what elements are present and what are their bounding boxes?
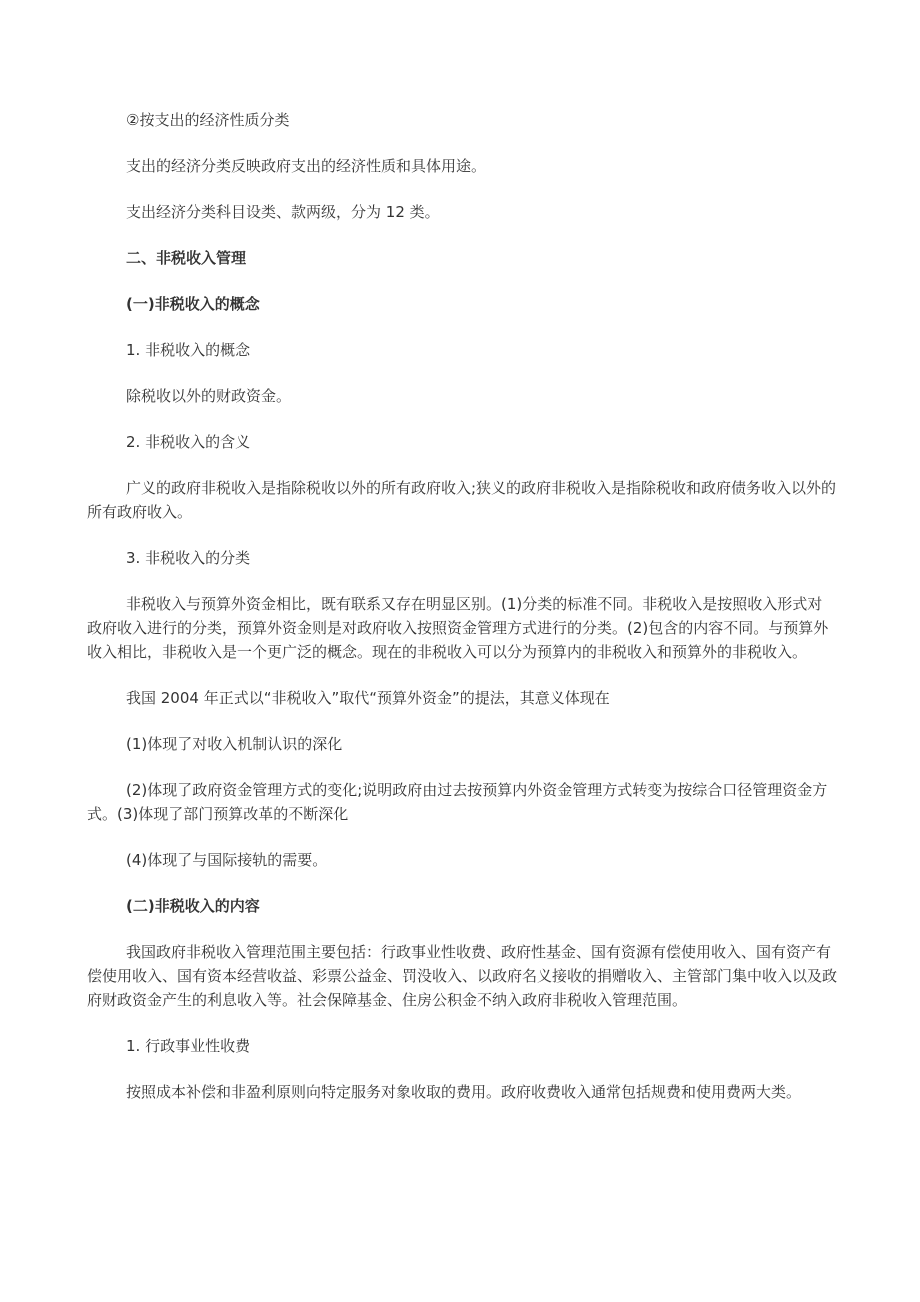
- paragraph-meaning: 广义的政府非税收入是指除税收以外的所有政府收入;狭义的政府非税收入是指除税收和政府债务收入以外的所有政府收入。: [87, 479, 837, 521]
- paragraph-expenditure-economic-classification: ②按支出的经济性质分类: [126, 111, 290, 129]
- item-heading-concept: 1. 非税收入的概念: [126, 341, 251, 359]
- list-item-2-3: (2)体现了政府资金管理方式的变化;说明政府由过去按预算内外资金管理方式转变为按综合口径管理资金方式。(3)体现了部门预算改革的不断深化: [87, 781, 828, 823]
- paragraph-concept-definition: 除税收以外的财政资金。: [126, 387, 292, 405]
- item-heading-administrative-fees: 1. 行政事业性收费: [126, 1037, 251, 1055]
- item-heading-meaning: 2. 非税收入的含义: [126, 433, 251, 451]
- item-heading-classification: 3. 非税收入的分类: [126, 549, 251, 567]
- paragraph-management-scope: 我国政府非税收入管理范围主要包括：行政事业性收费、政府性基金、国有资源有偿使用收入、国有资产有偿使用收入、国有资本经营收益、彩票公益金、罚没收入、以政府名义接收的捐赠收入、主管部门集中收入以及政府财政资金产生的利息收入等。社会保障基金、住房公积金不纳入政府非税收入管理范围。: [87, 943, 838, 1009]
- section-heading-nontax-management: 二、非税收入管理: [126, 249, 247, 267]
- paragraph-classification: 非税收入与预算外资金相比，既有联系又存在明显区别。(1)分类的标准不同。非税收入是按照收入形式对政府收入进行的分类，预算外资金则是对政府收入按照资金管理方式进行的分类。(2)包含的内容不同。与预算外收入相比，非税收入是一个更广泛的概念。现在的非税收入可以分为预算内的非税收入和预算外的非税收入。: [87, 595, 829, 661]
- paragraph-2004-reform: 我国 2004 年正式以“非税收入”取代“预算外资金”的提法，其意义体现在: [126, 689, 610, 707]
- list-item-4: (4)体现了与国际接轨的需要。: [126, 851, 328, 869]
- document-body: [87, 108, 837, 1126]
- list-item-1: (1)体现了对收入机制认识的深化: [126, 735, 343, 753]
- subsection-heading-nontax-content: (二)非税收入的内容: [126, 897, 260, 915]
- paragraph-administrative-fees: 按照成本补偿和非盈利原则向特定服务对象收取的费用。政府收费收入通常包括规费和使用费两大类。: [126, 1083, 802, 1101]
- paragraph-expenditure-purpose: 支出的经济分类反映政府支出的经济性质和具体用途。: [126, 157, 487, 175]
- paragraph-expenditure-categories: 支出经济分类科目设类、款两级，分为 12 类。: [126, 203, 440, 221]
- subsection-heading-nontax-concept: (一)非税收入的概念: [126, 295, 260, 313]
